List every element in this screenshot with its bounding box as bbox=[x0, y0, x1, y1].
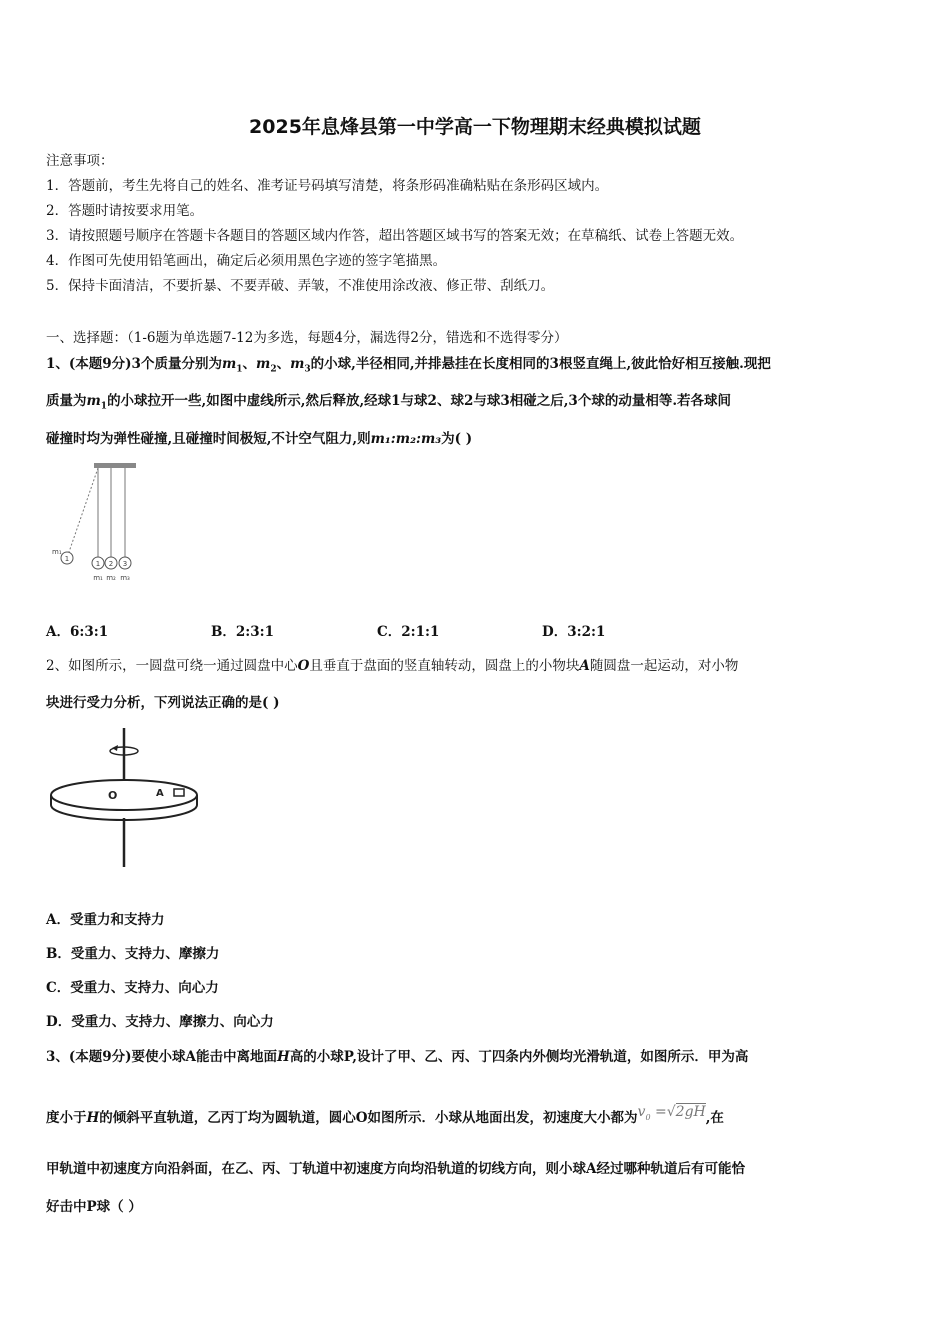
q3-line3: 甲轨道中初速度方向沿斜面，在乙、丙、丁轨道中初速度方向均沿轨道的切线方向，则小球A经过哪种轨道后有可能恰 bbox=[46, 1161, 745, 1177]
q1-text: 为( ) bbox=[441, 431, 473, 447]
ceiling-bar bbox=[94, 463, 136, 468]
q1-line1 bbox=[46, 352, 771, 375]
q3-line4: 好击中P球（ ） bbox=[46, 1199, 142, 1215]
ball-displaced-label: 1 bbox=[64, 555, 70, 563]
center-o-label: O bbox=[108, 789, 118, 802]
q1-option-d[interactable]: D．3:2:1 bbox=[542, 624, 606, 640]
velocity-formula: $v_0 =√2gH$ bbox=[637, 1104, 706, 1122]
q1-sub1: 1 bbox=[236, 364, 243, 375]
notice-item: 1．答题前，考生先将自己的姓名、准考证号码填写清楚，将条形码准确粘贴在条形码区域内。 bbox=[46, 178, 609, 194]
q3-text: 的倾斜平直轨道，乙丙丁均为圆轨道，圆心O如图所示．小球从地面出发，初速度大小都为 bbox=[99, 1110, 638, 1126]
q1-option-b[interactable]: B．2:3:1 bbox=[211, 624, 275, 640]
mass-label-2: m₂ bbox=[106, 574, 116, 582]
q3-text: ,在 bbox=[705, 1110, 724, 1126]
notice-item: 3．请按照题号顺序在答题卡各题目的答题区域内作答，超出答题区域书写的答案无效；在草稿纸、试卷上答题无效。 bbox=[46, 228, 744, 244]
ball-2-label: 2 bbox=[108, 560, 114, 568]
formula-sub: 0 bbox=[645, 1112, 651, 1122]
ball-3-label: 3 bbox=[122, 560, 128, 568]
q1-option-a[interactable]: A．6:3:1 bbox=[46, 624, 109, 640]
formula-radicand: 2gH bbox=[675, 1104, 706, 1120]
q3-line2 bbox=[46, 1106, 724, 1128]
formula-eq: = bbox=[655, 1104, 667, 1120]
q2-o: O bbox=[297, 658, 310, 674]
q1-text: 质量为 bbox=[46, 393, 87, 409]
q2-option-d[interactable]: D．受重力、支持力、摩擦力、向心力 bbox=[46, 1014, 274, 1030]
formula-v: v bbox=[637, 1104, 646, 1120]
notice-item: 4．作图可先使用铅笔画出，确定后必须用黑色字迹的签字笔描黑。 bbox=[46, 253, 447, 269]
q1-sub1: 1 bbox=[100, 401, 108, 412]
q2-disk-figure bbox=[46, 725, 206, 870]
q1-line2 bbox=[46, 389, 731, 412]
q2-option-c[interactable]: C．受重力、支持力、向心力 bbox=[46, 980, 219, 996]
notice-item: 5．保持卡面清洁，不要折暴、不要弄破、弄皱，不准使用涂改液、修正带、刮纸刀。 bbox=[46, 278, 555, 294]
q3-text: 高的小球P,设计了甲、乙、丙、丁四条内外侧均光滑轨道，如图所示．甲为高 bbox=[289, 1049, 749, 1065]
ball-1-label: 1 bbox=[95, 560, 101, 568]
q2-text: 且垂直于盘面的竖直轴转动，圆盘上的小物块 bbox=[309, 658, 580, 674]
q1-m3: m bbox=[290, 356, 305, 372]
left-mass-label: m₁ bbox=[52, 548, 62, 556]
page-title: 2025年息烽县第一中学高一下物理期末经典模拟试题 bbox=[249, 116, 701, 138]
q2-option-b[interactable]: B．受重力、支持力、摩擦力 bbox=[46, 946, 220, 962]
disk-top bbox=[51, 780, 197, 810]
rotation-arrowhead bbox=[112, 745, 118, 751]
q1-m1: m bbox=[86, 393, 101, 409]
q2-text: 随圆盘一起运动，对小物 bbox=[589, 658, 739, 674]
q1-m2: m bbox=[256, 356, 271, 372]
q1-sub2: 2 bbox=[270, 364, 277, 375]
q3-text: 3、(本题9分)要使小球A能击中离地面 bbox=[46, 1049, 278, 1065]
q1-text: 1、(本题9分)3个质量分别为 bbox=[46, 356, 222, 372]
q1-m1: m bbox=[221, 356, 237, 372]
q3-text: 度小于 bbox=[46, 1110, 87, 1126]
q1-text: 的小球,半径相同,并排悬挂在长度相同的3根竖直绳上,彼此恰好相互接触.现把 bbox=[310, 356, 771, 372]
q2-option-a[interactable]: A．受重力和支持力 bbox=[46, 912, 165, 928]
mass-label-1: m₁ bbox=[93, 574, 103, 582]
q3-h: H bbox=[277, 1049, 290, 1065]
q1-ratio: m₁:m₂:m₃ bbox=[370, 431, 442, 447]
q1-text: 的小球拉开一些,如图中虚线所示,然后释放,经球1与球2、球2与球3相碰之后,3个球的动量相等.若各球间 bbox=[107, 393, 732, 409]
q3-line1 bbox=[46, 1045, 748, 1065]
q2-line1 bbox=[46, 654, 738, 674]
q3-h: H bbox=[86, 1110, 100, 1126]
dashed-string bbox=[69, 468, 98, 552]
mass-label-3: m₃ bbox=[120, 574, 130, 582]
section-heading: 一、选择题：（1-6题为单选题7-12为多选，每题4分，漏选得2分，错选和不选得零分） bbox=[46, 330, 568, 346]
q1-option-c[interactable]: C．2:1:1 bbox=[377, 624, 440, 640]
notice-item: 2．答题时请按要求用笔。 bbox=[46, 203, 204, 219]
q2-text: 2、如图所示，一圆盘可绕一通过圆盘中心 bbox=[46, 658, 298, 674]
q1-pendulum-figure bbox=[46, 456, 146, 588]
q2-line2: 块进行受力分析，下列说法正确的是( ) bbox=[46, 695, 280, 711]
block-a-label: A bbox=[156, 788, 164, 799]
q1-sep: 、 bbox=[276, 356, 291, 372]
notice-heading: 注意事项： bbox=[46, 153, 114, 169]
q1-sep: 、 bbox=[242, 356, 257, 372]
q1-line3 bbox=[46, 427, 472, 447]
q1-text: 碰撞时均为弹性碰撞,且碰撞时间极短,不计空气阻力,则 bbox=[46, 431, 371, 447]
q1-sub3: 3 bbox=[304, 364, 311, 375]
q2-a: A bbox=[579, 658, 590, 674]
